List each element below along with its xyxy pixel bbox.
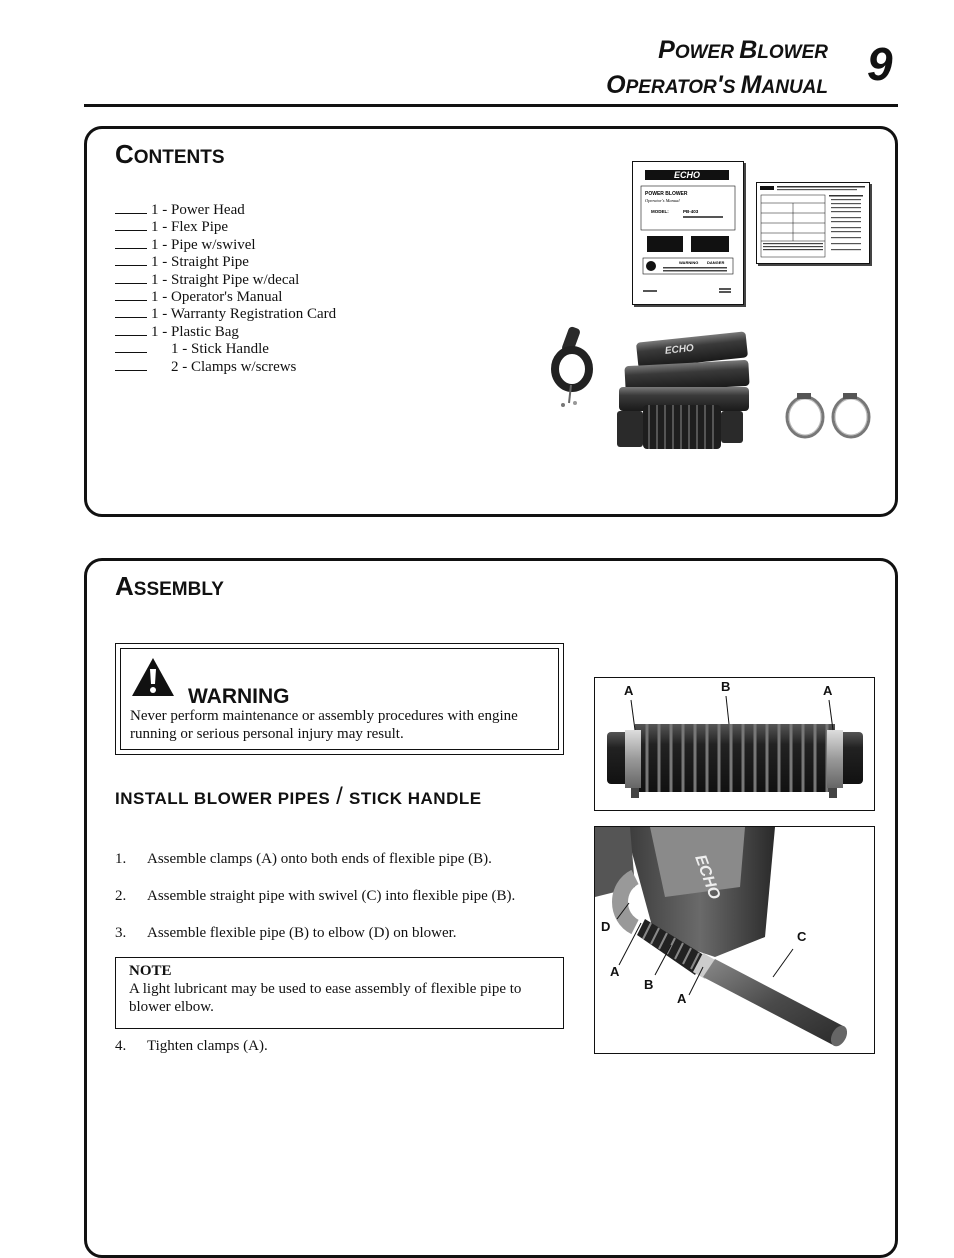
contents-panel	[84, 126, 898, 517]
list-item: 1 - Straight Pipe	[115, 253, 336, 270]
manual-model-label: MODEL:	[651, 209, 669, 214]
manual-brand: ECHO	[673, 170, 701, 180]
warning-text: Never perform maintenance or assembly procedures with engine running or serious personal injury may result.	[130, 708, 518, 742]
manual-cover-title: POWER BLOWER	[645, 191, 688, 197]
manual-title	[606, 34, 828, 104]
list-item: 1 - Stick Handle	[115, 340, 336, 357]
warning-title: WARNING	[188, 685, 290, 708]
manual-warning-label: WARNING	[679, 260, 699, 265]
note-text: A light lubricant may be used to ease assembly of flexible pipe to blower elbow.	[129, 981, 522, 1015]
blower-parts-image	[545, 325, 875, 460]
step-1: 1. Assemble clamps (A) onto both ends of flexible pipe (B).	[115, 851, 492, 867]
flex-pipe-figure	[594, 677, 875, 811]
fig1-label-a-left: A	[624, 683, 634, 698]
flex-pipe-image	[617, 405, 743, 449]
contents-list	[115, 201, 336, 375]
list-item: 1 - Operator's Manual	[115, 288, 336, 305]
manual-model: PB-403	[683, 209, 699, 214]
note-title: NOTE	[129, 963, 172, 979]
warranty-card-image	[756, 182, 870, 264]
manual-title-line2: OPERATOR'S MANUAL	[606, 71, 828, 99]
manual-cover-subtitle: Operator's Manual	[645, 198, 680, 203]
step-3: 3. Assemble flexible pipe (B) to elbow (D) on blower.	[115, 925, 457, 941]
fig1-label-a-right: A	[823, 683, 833, 698]
note-box	[115, 957, 564, 1029]
list-item: 1 - Flex Pipe	[115, 218, 336, 235]
header-rule	[84, 104, 898, 107]
fig2-label-a2: A	[677, 991, 687, 1006]
fig2-label-b: B	[644, 977, 654, 992]
warning-triangle-icon	[131, 657, 175, 697]
list-item: 1 - Power Head	[115, 201, 336, 218]
page-number: 9	[867, 38, 893, 90]
step-2: 2. Assemble straight pipe with swivel (C) into flexible pipe (B).	[115, 888, 516, 904]
fig2-label-c: C	[797, 929, 807, 944]
straight-pipes-image	[619, 331, 750, 411]
list-item: 1 - Plastic Bag	[115, 323, 336, 340]
stick-handle-image	[555, 326, 589, 407]
list-item: 1 - Warranty Registration Card	[115, 305, 336, 322]
list-item: 1 - Pipe w/swivel	[115, 236, 336, 253]
pipe-brand: ECHO	[664, 342, 695, 357]
fig2-label-a1: A	[610, 964, 620, 979]
step-4: 4. Tighten clamps (A).	[115, 1038, 268, 1054]
fig2-brand: ECHO	[691, 852, 724, 902]
clamps-image	[787, 393, 869, 437]
operators-manual-image	[632, 161, 744, 305]
warning-box	[115, 643, 564, 755]
assembly-panel	[84, 558, 898, 1258]
manual-danger-label: DANGER	[707, 260, 725, 265]
list-item: 2 - Clamps w/screws	[115, 358, 336, 375]
list-item: 1 - Straight Pipe w/decal	[115, 271, 336, 288]
fig1-label-b: B	[721, 679, 731, 694]
blower-assembly-figure	[594, 826, 875, 1054]
contents-title: CONTENTS	[115, 139, 225, 169]
install-subtitle: INSTALL BLOWER PIPES / STICK HANDLE	[115, 783, 482, 810]
fig2-label-d: D	[601, 919, 611, 934]
manual-title-line1: POWER BLOWER	[658, 36, 828, 64]
assembly-title: ASSEMBLY	[115, 571, 224, 601]
